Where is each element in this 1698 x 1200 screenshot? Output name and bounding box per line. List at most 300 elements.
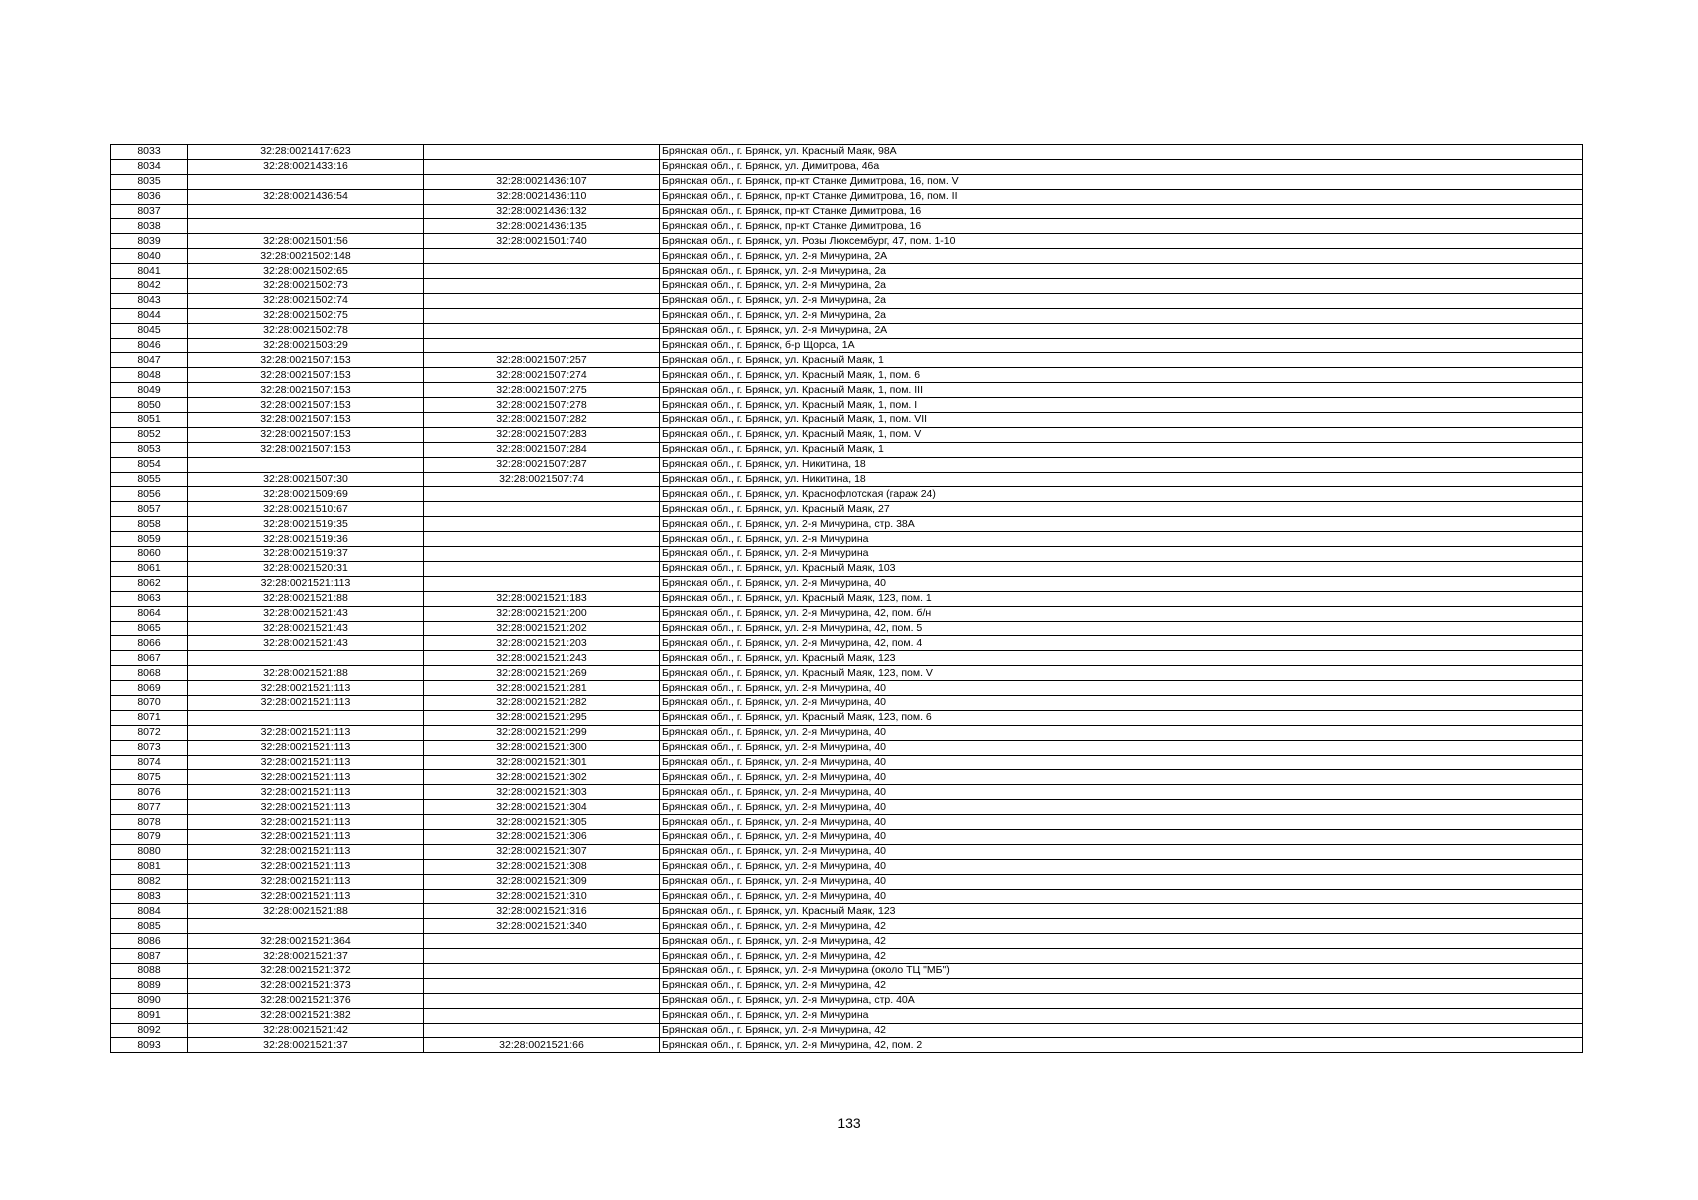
table-row — [111, 681, 1583, 696]
row-number-cell: 8057 — [111, 502, 188, 517]
address-cell: Брянская обл., г. Брянск, ул. 2-я Мичурина — [660, 532, 1583, 547]
parcel-cadastral-number-cell: 32:28:0021521:88 — [188, 904, 424, 919]
object-cadastral-number-cell — [424, 249, 660, 264]
table-row — [111, 457, 1583, 472]
object-cadastral-number-cell — [424, 308, 660, 323]
row-number-cell: 8075 — [111, 770, 188, 785]
object-cadastral-number-cell: 32:28:0021521:316 — [424, 904, 660, 919]
parcel-cadastral-number-cell: 32:28:0021521:113 — [188, 800, 424, 815]
table-row — [111, 874, 1583, 889]
table-row — [111, 666, 1583, 681]
object-cadastral-number-cell: 32:28:0021507:274 — [424, 368, 660, 383]
parcel-cadastral-number-cell: 32:28:0021521:88 — [188, 591, 424, 606]
table-row — [111, 755, 1583, 770]
parcel-cadastral-number-cell: 32:28:0021521:43 — [188, 621, 424, 636]
object-cadastral-number-cell: 32:28:0021507:287 — [424, 457, 660, 472]
object-cadastral-number-cell: 32:28:0021507:74 — [424, 472, 660, 487]
parcel-cadastral-number-cell: 32:28:0021502:65 — [188, 264, 424, 279]
parcel-cadastral-number-cell: 32:28:0021521:113 — [188, 829, 424, 844]
address-cell: Брянская обл., г. Брянск, пр-кт Станке Димитрова, 16, пом. V — [660, 174, 1583, 189]
parcel-cadastral-number-cell: 32:28:0021503:29 — [188, 338, 424, 353]
object-cadastral-number-cell: 32:28:0021521:303 — [424, 785, 660, 800]
row-number-cell: 8056 — [111, 487, 188, 502]
parcel-cadastral-number-cell: 32:28:0021521:88 — [188, 666, 424, 681]
object-cadastral-number-cell — [424, 949, 660, 964]
table-row — [111, 591, 1583, 606]
row-number-cell: 8034 — [111, 159, 188, 174]
object-cadastral-number-cell — [424, 517, 660, 532]
parcel-cadastral-number-cell: 32:28:0021521:113 — [188, 681, 424, 696]
table-row — [111, 785, 1583, 800]
table-row — [111, 532, 1583, 547]
parcel-cadastral-number-cell: 32:28:0021507:153 — [188, 398, 424, 413]
address-cell: Брянская обл., г. Брянск, ул. 2-я Мичурина, 40 — [660, 859, 1583, 874]
address-cell: Брянская обл., г. Брянск, ул. Красный Маяк, 1 — [660, 442, 1583, 457]
row-number-cell: 8051 — [111, 413, 188, 428]
row-number-cell: 8065 — [111, 621, 188, 636]
table-row — [111, 234, 1583, 249]
row-number-cell: 8044 — [111, 308, 188, 323]
address-cell: Брянская обл., г. Брянск, ул. 2-я Мичурина, 42, пом. б/н — [660, 606, 1583, 621]
registry-table — [110, 144, 1583, 1053]
table-row — [111, 904, 1583, 919]
object-cadastral-number-cell — [424, 532, 660, 547]
row-number-cell: 8090 — [111, 993, 188, 1008]
address-cell: Брянская обл., г. Брянск, ул. 2-я Мичурина (около ТЦ "МБ") — [660, 963, 1583, 978]
object-cadastral-number-cell: 32:28:0021436:110 — [424, 189, 660, 204]
table-row — [111, 279, 1583, 294]
parcel-cadastral-number-cell: 32:28:0021521:113 — [188, 859, 424, 874]
address-cell: Брянская обл., г. Брянск, ул. Красный Маяк, 1, пом. 6 — [660, 368, 1583, 383]
parcel-cadastral-number-cell: 32:28:0021502:73 — [188, 279, 424, 294]
parcel-cadastral-number-cell: 32:28:0021521:113 — [188, 844, 424, 859]
address-cell: Брянская обл., г. Брянск, ул. Красный Маяк, 103 — [660, 561, 1583, 576]
address-cell: Брянская обл., г. Брянск, ул. Красный Маяк, 1 — [660, 353, 1583, 368]
object-cadastral-number-cell: 32:28:0021521:282 — [424, 695, 660, 710]
parcel-cadastral-number-cell — [188, 919, 424, 934]
object-cadastral-number-cell — [424, 1008, 660, 1023]
address-cell: Брянская обл., г. Брянск, ул. Красный Маяк, 27 — [660, 502, 1583, 517]
table-row — [111, 859, 1583, 874]
parcel-cadastral-number-cell: 32:28:0021502:78 — [188, 323, 424, 338]
row-number-cell: 8064 — [111, 606, 188, 621]
table-row — [111, 383, 1583, 398]
object-cadastral-number-cell — [424, 561, 660, 576]
object-cadastral-number-cell: 32:28:0021521:306 — [424, 829, 660, 844]
parcel-cadastral-number-cell: 32:28:0021521:113 — [188, 889, 424, 904]
row-number-cell: 8080 — [111, 844, 188, 859]
row-number-cell: 8053 — [111, 442, 188, 457]
object-cadastral-number-cell: 32:28:0021521:202 — [424, 621, 660, 636]
row-number-cell: 8033 — [111, 145, 188, 160]
row-number-cell: 8048 — [111, 368, 188, 383]
table-row — [111, 800, 1583, 815]
address-cell: Брянская обл., г. Брянск, ул. 2-я Мичурина, 40 — [660, 800, 1583, 815]
row-number-cell: 8084 — [111, 904, 188, 919]
object-cadastral-number-cell — [424, 934, 660, 949]
parcel-cadastral-number-cell: 32:28:0021510:67 — [188, 502, 424, 517]
row-number-cell: 8091 — [111, 1008, 188, 1023]
row-number-cell: 8092 — [111, 1023, 188, 1038]
object-cadastral-number-cell: 32:28:0021521:300 — [424, 740, 660, 755]
parcel-cadastral-number-cell: 32:28:0021507:30 — [188, 472, 424, 487]
parcel-cadastral-number-cell: 32:28:0021521:372 — [188, 963, 424, 978]
parcel-cadastral-number-cell: 32:28:0021521:113 — [188, 815, 424, 830]
address-cell: Брянская обл., г. Брянск, ул. Красный Маяк, 1, пом. VII — [660, 413, 1583, 428]
table-row — [111, 293, 1583, 308]
table-row — [111, 949, 1583, 964]
table-row — [111, 1023, 1583, 1038]
address-cell: Брянская обл., г. Брянск, ул. 2-я Мичурина, 42, пом. 4 — [660, 636, 1583, 651]
row-number-cell: 8073 — [111, 740, 188, 755]
object-cadastral-number-cell: 32:28:0021521:203 — [424, 636, 660, 651]
parcel-cadastral-number-cell — [188, 204, 424, 219]
table-row — [111, 219, 1583, 234]
address-cell: Брянская обл., г. Брянск, ул. Никитина, 18 — [660, 472, 1583, 487]
row-number-cell: 8069 — [111, 681, 188, 696]
address-cell: Брянская обл., г. Брянск, ул. 2-я Мичурина, 2а — [660, 308, 1583, 323]
address-cell: Брянская обл., г. Брянск, ул. 2-я Мичурина, 2а — [660, 264, 1583, 279]
object-cadastral-number-cell: 32:28:0021507:284 — [424, 442, 660, 457]
address-cell: Брянская обл., г. Брянск, ул. 2-я Мичурина, 40 — [660, 829, 1583, 844]
parcel-cadastral-number-cell: 32:28:0021502:74 — [188, 293, 424, 308]
parcel-cadastral-number-cell: 32:28:0021507:153 — [188, 368, 424, 383]
row-number-cell: 8082 — [111, 874, 188, 889]
row-number-cell: 8039 — [111, 234, 188, 249]
row-number-cell: 8062 — [111, 576, 188, 591]
object-cadastral-number-cell — [424, 978, 660, 993]
address-cell: Брянская обл., г. Брянск, ул. Красный Маяк, 1, пом. III — [660, 383, 1583, 398]
row-number-cell: 8042 — [111, 279, 188, 294]
address-cell: Брянская обл., г. Брянск, ул. 2-я Мичурина, 42, пом. 5 — [660, 621, 1583, 636]
object-cadastral-number-cell — [424, 993, 660, 1008]
object-cadastral-number-cell — [424, 159, 660, 174]
table-row — [111, 770, 1583, 785]
table-row — [111, 934, 1583, 949]
table-row — [111, 636, 1583, 651]
address-cell: Брянская обл., г. Брянск, ул. 2-я Мичурина, 2а — [660, 293, 1583, 308]
table-row — [111, 621, 1583, 636]
address-cell: Брянская обл., г. Брянск, ул. 2-я Мичурина, 42 — [660, 949, 1583, 964]
address-cell: Брянская обл., г. Брянск, ул. 2-я Мичурина, 40 — [660, 844, 1583, 859]
object-cadastral-number-cell: 32:28:0021521:310 — [424, 889, 660, 904]
object-cadastral-number-cell: 32:28:0021521:183 — [424, 591, 660, 606]
row-number-cell: 8086 — [111, 934, 188, 949]
address-cell: Брянская обл., г. Брянск, ул. Краснофлотская (гараж 24) — [660, 487, 1583, 502]
address-cell: Брянская обл., г. Брянск, пр-кт Станке Димитрова, 16 — [660, 204, 1583, 219]
address-cell: Брянская обл., г. Брянск, ул. 2-я Мичурина, 42, пом. 2 — [660, 1038, 1583, 1053]
parcel-cadastral-number-cell: 32:28:0021521:113 — [188, 785, 424, 800]
table-row — [111, 978, 1583, 993]
parcel-cadastral-number-cell: 32:28:0021521:113 — [188, 725, 424, 740]
parcel-cadastral-number-cell: 32:28:0021519:37 — [188, 547, 424, 562]
parcel-cadastral-number-cell — [188, 457, 424, 472]
parcel-cadastral-number-cell: 32:28:0021507:153 — [188, 413, 424, 428]
address-cell: Брянская обл., г. Брянск, ул. 2-я Мичурина, 40 — [660, 815, 1583, 830]
row-number-cell: 8041 — [111, 264, 188, 279]
table-row — [111, 323, 1583, 338]
row-number-cell: 8061 — [111, 561, 188, 576]
object-cadastral-number-cell: 32:28:0021507:283 — [424, 427, 660, 442]
address-cell: Брянская обл., г. Брянск, ул. 2-я Мичурина, 40 — [660, 770, 1583, 785]
object-cadastral-number-cell: 32:28:0021521:304 — [424, 800, 660, 815]
table-row — [111, 740, 1583, 755]
address-cell: Брянская обл., г. Брянск, ул. 2-я Мичурина, 40 — [660, 576, 1583, 591]
object-cadastral-number-cell: 32:28:0021521:301 — [424, 755, 660, 770]
address-cell: Брянская обл., г. Брянск, ул. 2-я Мичурина, 40 — [660, 681, 1583, 696]
parcel-cadastral-number-cell: 32:28:0021507:153 — [188, 442, 424, 457]
row-number-cell: 8052 — [111, 427, 188, 442]
object-cadastral-number-cell — [424, 338, 660, 353]
address-cell: Брянская обл., г. Брянск, ул. Красный Маяк, 1, пом. V — [660, 427, 1583, 442]
table-row — [111, 576, 1583, 591]
parcel-cadastral-number-cell: 32:28:0021521:37 — [188, 949, 424, 964]
row-number-cell: 8072 — [111, 725, 188, 740]
row-number-cell: 8038 — [111, 219, 188, 234]
parcel-cadastral-number-cell: 32:28:0021502:75 — [188, 308, 424, 323]
table-row — [111, 710, 1583, 725]
table-row — [111, 963, 1583, 978]
parcel-cadastral-number-cell — [188, 710, 424, 725]
object-cadastral-number-cell — [424, 323, 660, 338]
address-cell: Брянская обл., г. Брянск, ул. 2-я Мичурина, 40 — [660, 740, 1583, 755]
page-number: 133 — [837, 1115, 861, 1131]
address-cell: Брянская обл., г. Брянск, ул. 2-я Мичурина, 40 — [660, 889, 1583, 904]
table-row — [111, 547, 1583, 562]
row-number-cell: 8070 — [111, 695, 188, 710]
object-cadastral-number-cell: 32:28:0021521:307 — [424, 844, 660, 859]
table-row — [111, 174, 1583, 189]
row-number-cell: 8068 — [111, 666, 188, 681]
object-cadastral-number-cell — [424, 547, 660, 562]
object-cadastral-number-cell — [424, 963, 660, 978]
table-row — [111, 204, 1583, 219]
parcel-cadastral-number-cell: 32:28:0021521:42 — [188, 1023, 424, 1038]
row-number-cell: 8071 — [111, 710, 188, 725]
row-number-cell: 8089 — [111, 978, 188, 993]
object-cadastral-number-cell: 32:28:0021436:132 — [424, 204, 660, 219]
parcel-cadastral-number-cell: 32:28:0021502:148 — [188, 249, 424, 264]
table-row — [111, 561, 1583, 576]
address-cell: Брянская обл., г. Брянск, ул. 2-я Мичурина, стр. 38А — [660, 517, 1583, 532]
address-cell: Брянская обл., г. Брянск, ул. 2-я Мичурина, 2а — [660, 279, 1583, 294]
address-cell: Брянская обл., г. Брянск, б-р Щорса, 1А — [660, 338, 1583, 353]
table-row — [111, 1008, 1583, 1023]
parcel-cadastral-number-cell: 32:28:0021521:113 — [188, 874, 424, 889]
table-row — [111, 249, 1583, 264]
object-cadastral-number-cell — [424, 487, 660, 502]
row-number-cell: 8078 — [111, 815, 188, 830]
table-row — [111, 368, 1583, 383]
address-cell: Брянская обл., г. Брянск, ул. 2-я Мичурина, 42 — [660, 1023, 1583, 1038]
parcel-cadastral-number-cell: 32:28:0021521:113 — [188, 576, 424, 591]
address-cell: Брянская обл., г. Брянск, ул. 2-я Мичурина, 40 — [660, 725, 1583, 740]
parcel-cadastral-number-cell: 32:28:0021521:43 — [188, 606, 424, 621]
row-number-cell: 8054 — [111, 457, 188, 472]
row-number-cell: 8035 — [111, 174, 188, 189]
address-cell: Брянская обл., г. Брянск, ул. 2-я Мичурина, 42 — [660, 919, 1583, 934]
object-cadastral-number-cell: 32:28:0021521:281 — [424, 681, 660, 696]
address-cell: Брянская обл., г. Брянск, ул. 2-я Мичурина, 40 — [660, 695, 1583, 710]
parcel-cadastral-number-cell: 32:28:0021521:376 — [188, 993, 424, 1008]
parcel-cadastral-number-cell: 32:28:0021507:153 — [188, 427, 424, 442]
object-cadastral-number-cell: 32:28:0021521:66 — [424, 1038, 660, 1053]
row-number-cell: 8083 — [111, 889, 188, 904]
parcel-cadastral-number-cell: 32:28:0021501:56 — [188, 234, 424, 249]
address-cell: Брянская обл., г. Брянск, ул. Никитина, 18 — [660, 457, 1583, 472]
table-row — [111, 606, 1583, 621]
table-row — [111, 472, 1583, 487]
row-number-cell: 8079 — [111, 829, 188, 844]
table-row — [111, 159, 1583, 174]
parcel-cadastral-number-cell: 32:28:0021521:37 — [188, 1038, 424, 1053]
address-cell: Брянская обл., г. Брянск, ул. Красный Маяк, 123, пом. 1 — [660, 591, 1583, 606]
object-cadastral-number-cell: 32:28:0021521:340 — [424, 919, 660, 934]
table-row — [111, 1038, 1583, 1053]
parcel-cadastral-number-cell: 32:28:0021507:153 — [188, 383, 424, 398]
row-number-cell: 8045 — [111, 323, 188, 338]
table-row — [111, 815, 1583, 830]
row-number-cell: 8085 — [111, 919, 188, 934]
object-cadastral-number-cell: 32:28:0021507:275 — [424, 383, 660, 398]
row-number-cell: 8049 — [111, 383, 188, 398]
address-cell: Брянская обл., г. Брянск, ул. 2-я Мичурина, 42 — [660, 978, 1583, 993]
object-cadastral-number-cell: 32:28:0021521:200 — [424, 606, 660, 621]
object-cadastral-number-cell — [424, 264, 660, 279]
object-cadastral-number-cell: 32:28:0021521:309 — [424, 874, 660, 889]
table-row — [111, 427, 1583, 442]
address-cell: Брянская обл., г. Брянск, ул. Красный Маяк, 123, пом. V — [660, 666, 1583, 681]
table-row — [111, 889, 1583, 904]
parcel-cadastral-number-cell — [188, 651, 424, 666]
parcel-cadastral-number-cell: 32:28:0021521:113 — [188, 740, 424, 755]
row-number-cell: 8040 — [111, 249, 188, 264]
parcel-cadastral-number-cell: 32:28:0021521:113 — [188, 695, 424, 710]
table-row — [111, 338, 1583, 353]
row-number-cell: 8059 — [111, 532, 188, 547]
object-cadastral-number-cell — [424, 576, 660, 591]
address-cell: Брянская обл., г. Брянск, ул. 2-я Мичурина, 2А — [660, 249, 1583, 264]
row-number-cell: 8074 — [111, 755, 188, 770]
table-row — [111, 487, 1583, 502]
object-cadastral-number-cell — [424, 279, 660, 294]
object-cadastral-number-cell — [424, 145, 660, 160]
parcel-cadastral-number-cell: 32:28:0021509:69 — [188, 487, 424, 502]
table-row — [111, 145, 1583, 160]
row-number-cell: 8058 — [111, 517, 188, 532]
address-cell: Брянская обл., г. Брянск, ул. 2-я Мичурина — [660, 547, 1583, 562]
parcel-cadastral-number-cell: 32:28:0021436:54 — [188, 189, 424, 204]
table-row — [111, 695, 1583, 710]
address-cell: Брянская обл., г. Брянск, ул. Розы Люксембург, 47, пом. 1-10 — [660, 234, 1583, 249]
row-number-cell: 8093 — [111, 1038, 188, 1053]
object-cadastral-number-cell — [424, 502, 660, 517]
parcel-cadastral-number-cell: 32:28:0021521:113 — [188, 755, 424, 770]
object-cadastral-number-cell: 32:28:0021436:107 — [424, 174, 660, 189]
row-number-cell: 8088 — [111, 963, 188, 978]
address-cell: Брянская обл., г. Брянск, ул. 2-я Мичурина, 40 — [660, 785, 1583, 800]
parcel-cadastral-number-cell — [188, 219, 424, 234]
table-row — [111, 189, 1583, 204]
object-cadastral-number-cell: 32:28:0021521:308 — [424, 859, 660, 874]
object-cadastral-number-cell: 32:28:0021507:282 — [424, 413, 660, 428]
table-row — [111, 308, 1583, 323]
object-cadastral-number-cell: 32:28:0021521:302 — [424, 770, 660, 785]
row-number-cell: 8081 — [111, 859, 188, 874]
table-row — [111, 919, 1583, 934]
row-number-cell: 8060 — [111, 547, 188, 562]
parcel-cadastral-number-cell: 32:28:0021519:36 — [188, 532, 424, 547]
table-row — [111, 353, 1583, 368]
parcel-cadastral-number-cell: 32:28:0021520:31 — [188, 561, 424, 576]
table-row — [111, 502, 1583, 517]
address-cell: Брянская обл., г. Брянск, ул. 2-я Мичурина, 42 — [660, 934, 1583, 949]
parcel-cadastral-number-cell: 32:28:0021521:113 — [188, 770, 424, 785]
object-cadastral-number-cell: 32:28:0021507:257 — [424, 353, 660, 368]
row-number-cell: 8036 — [111, 189, 188, 204]
object-cadastral-number-cell: 32:28:0021501:740 — [424, 234, 660, 249]
object-cadastral-number-cell: 32:28:0021521:299 — [424, 725, 660, 740]
table-row — [111, 398, 1583, 413]
address-cell: Брянская обл., г. Брянск, ул. 2-я Мичурина, стр. 40А — [660, 993, 1583, 1008]
address-cell: Брянская обл., г. Брянск, ул. Красный Маяк, 123 — [660, 904, 1583, 919]
parcel-cadastral-number-cell: 32:28:0021433:16 — [188, 159, 424, 174]
object-cadastral-number-cell: 32:28:0021507:278 — [424, 398, 660, 413]
address-cell: Брянская обл., г. Брянск, ул. Красный Маяк, 123 — [660, 651, 1583, 666]
row-number-cell: 8037 — [111, 204, 188, 219]
table-row — [111, 651, 1583, 666]
row-number-cell: 8043 — [111, 293, 188, 308]
row-number-cell: 8067 — [111, 651, 188, 666]
row-number-cell: 8047 — [111, 353, 188, 368]
table-row — [111, 442, 1583, 457]
parcel-cadastral-number-cell: 32:28:0021521:43 — [188, 636, 424, 651]
parcel-cadastral-number-cell: 32:28:0021521:364 — [188, 934, 424, 949]
row-number-cell: 8046 — [111, 338, 188, 353]
table-row — [111, 829, 1583, 844]
object-cadastral-number-cell: 32:28:0021521:295 — [424, 710, 660, 725]
row-number-cell: 8077 — [111, 800, 188, 815]
object-cadastral-number-cell: 32:28:0021521:243 — [424, 651, 660, 666]
registry-table-body — [111, 145, 1583, 1053]
row-number-cell: 8055 — [111, 472, 188, 487]
row-number-cell: 8050 — [111, 398, 188, 413]
table-row — [111, 844, 1583, 859]
parcel-cadastral-number-cell: 32:28:0021521:373 — [188, 978, 424, 993]
address-cell: Брянская обл., г. Брянск, ул. Красный Маяк, 1, пом. I — [660, 398, 1583, 413]
table-row — [111, 413, 1583, 428]
address-cell: Брянская обл., г. Брянск, ул. Красный Маяк, 123, пом. 6 — [660, 710, 1583, 725]
row-number-cell: 8087 — [111, 949, 188, 964]
address-cell: Брянская обл., г. Брянск, пр-кт Станке Димитрова, 16 — [660, 219, 1583, 234]
object-cadastral-number-cell — [424, 1023, 660, 1038]
table-row — [111, 993, 1583, 1008]
parcel-cadastral-number-cell: 32:28:0021521:382 — [188, 1008, 424, 1023]
parcel-cadastral-number-cell: 32:28:0021417:623 — [188, 145, 424, 160]
table-row — [111, 725, 1583, 740]
address-cell: Брянская обл., г. Брянск, ул. 2-я Мичурина — [660, 1008, 1583, 1023]
address-cell: Брянская обл., г. Брянск, пр-кт Станке Димитрова, 16, пом. II — [660, 189, 1583, 204]
address-cell: Брянская обл., г. Брянск, ул. 2-я Мичурина, 40 — [660, 874, 1583, 889]
parcel-cadastral-number-cell: 32:28:0021519:35 — [188, 517, 424, 532]
object-cadastral-number-cell — [424, 293, 660, 308]
object-cadastral-number-cell: 32:28:0021521:269 — [424, 666, 660, 681]
address-cell: Брянская обл., г. Брянск, ул. 2-я Мичурина, 2А — [660, 323, 1583, 338]
address-cell: Брянская обл., г. Брянск, ул. Димитрова, 46а — [660, 159, 1583, 174]
address-cell: Брянская обл., г. Брянск, ул. 2-я Мичурина, 40 — [660, 755, 1583, 770]
parcel-cadastral-number-cell — [188, 174, 424, 189]
row-number-cell: 8076 — [111, 785, 188, 800]
